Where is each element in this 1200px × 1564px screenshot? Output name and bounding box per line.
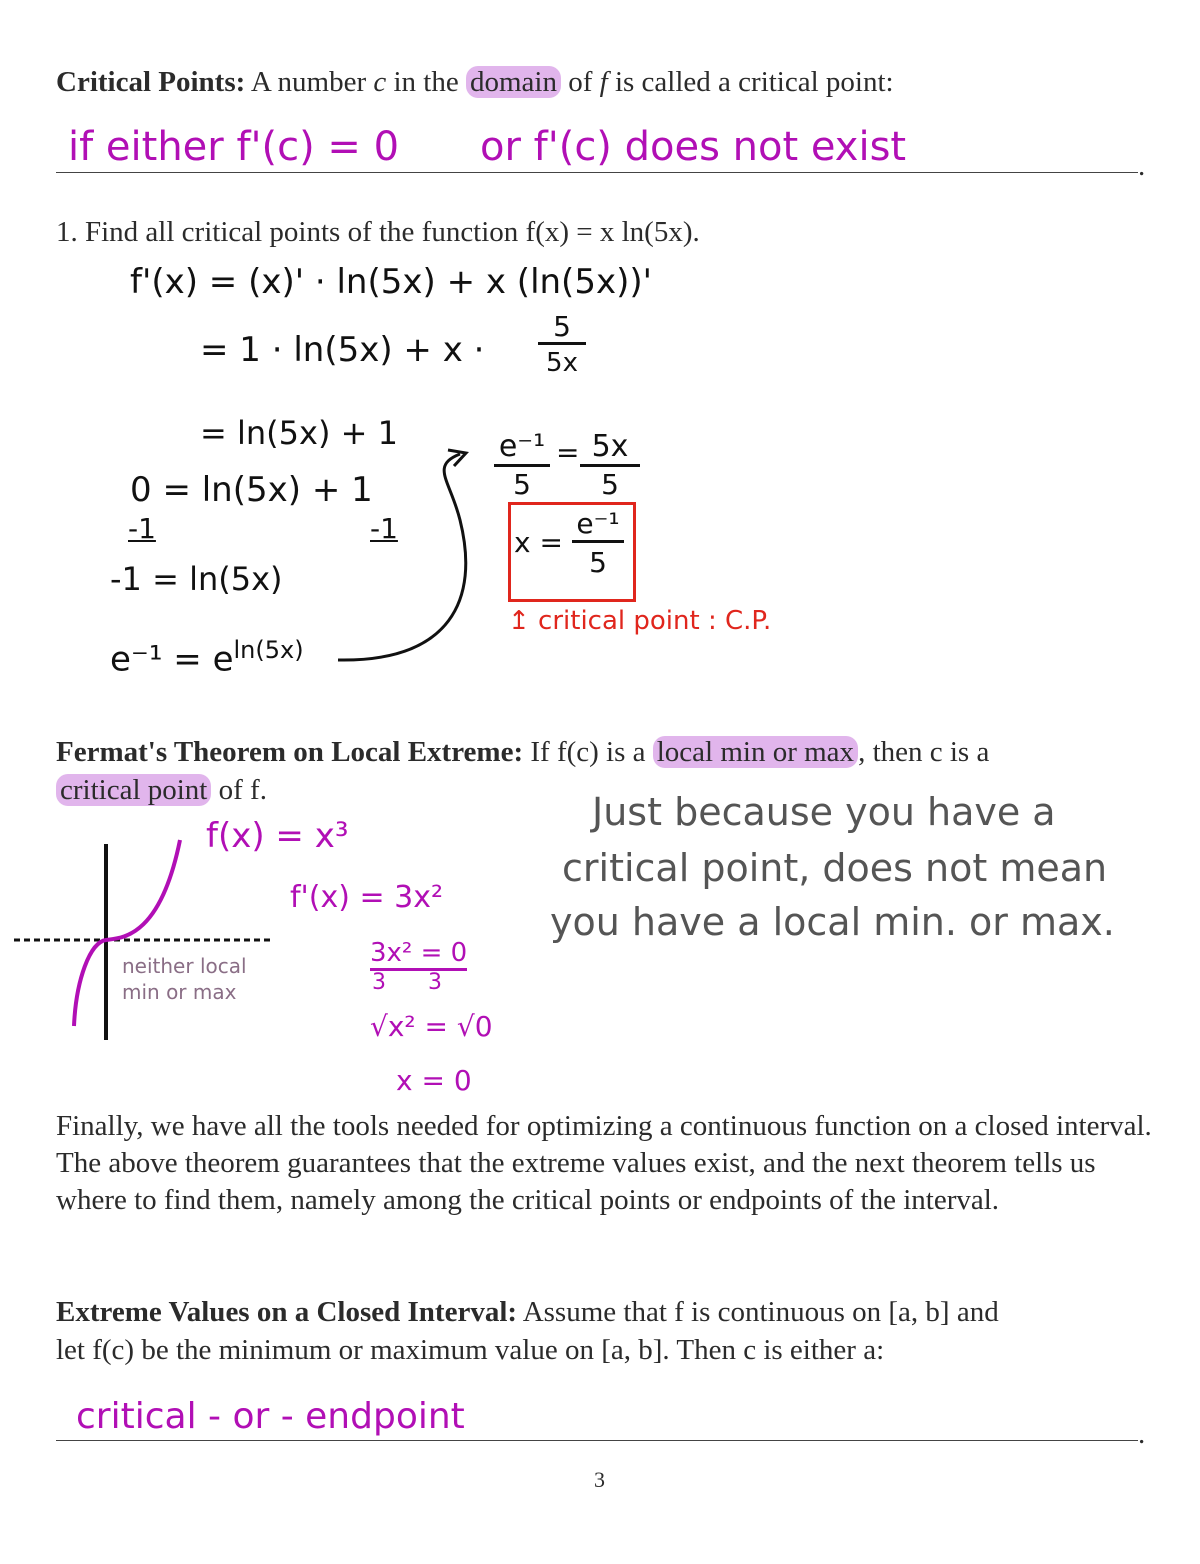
- end-period-2: .: [1138, 1418, 1146, 1450]
- critical-points-definition: [56, 64, 894, 100]
- definition-text: in the: [386, 66, 466, 98]
- work-line-6-exponent: ln(5x): [233, 636, 304, 664]
- boxed-lhs: x =: [514, 526, 563, 559]
- work-fraction-den: 5x: [546, 348, 578, 378]
- step-3: x = 0: [396, 1064, 472, 1097]
- handwritten-condition-1: if either f'(c) = 0: [68, 124, 400, 170]
- subtract-one-right: -1: [370, 512, 398, 545]
- fermat-text: If f(c) is a: [523, 736, 653, 768]
- extreme-values-text: Assume that f is continuous on [a, b] and: [517, 1296, 999, 1328]
- extreme-values-line2: let f(c) be the minimum or maximum value on [a, b]. Then c is either a:: [56, 1334, 885, 1366]
- work-line-4: 0 = ln(5x) + 1: [130, 470, 373, 510]
- right-eq-right-den: 5: [601, 468, 619, 501]
- right-eq-left-den: 5: [513, 468, 531, 501]
- definition-text: A number: [250, 66, 374, 98]
- fermat-statement-line1: [56, 734, 989, 770]
- step-1-den: 3 3: [372, 970, 442, 995]
- boxed-num: e⁻¹: [572, 508, 624, 543]
- boxed-den: 5: [589, 546, 607, 579]
- work-line-6-base: e⁻¹ = e: [110, 639, 234, 680]
- cubic-graph: [10, 830, 290, 1050]
- right-eq-right-num: 5x: [580, 430, 640, 467]
- end-period: .: [1138, 150, 1146, 182]
- work-line-2: = 1 · ln(5x) + x ·: [200, 330, 485, 370]
- note-line-2: critical point, does not mean: [562, 846, 1108, 890]
- var-c: c: [373, 66, 387, 98]
- highlight-critical-point: critical point: [56, 774, 211, 806]
- graph-label: f(x) = x³: [206, 816, 349, 856]
- right-eq-sign: =: [556, 436, 580, 469]
- step-1-num: 3x² = 0: [370, 938, 467, 971]
- page-number: 3: [594, 1467, 605, 1492]
- fermat-text: of f.: [211, 774, 267, 806]
- work-line-5: -1 = ln(5x): [110, 560, 283, 598]
- fermat-text: , then c is a: [858, 736, 990, 768]
- critical-point-annotation: ↥ critical point : C.P.: [508, 606, 772, 636]
- extreme-values-line1: [56, 1294, 999, 1330]
- right-eq-left-num: e⁻¹: [494, 430, 550, 467]
- subtract-one-left: -1: [128, 512, 156, 545]
- note-line-1: Just because you have a: [592, 790, 1056, 834]
- graph-note-1: neither local: [122, 954, 247, 978]
- handwritten-condition-2: or f'(c) does not exist: [480, 124, 907, 170]
- work-line-3: = ln(5x) + 1: [200, 414, 398, 452]
- fermat-statement-line2: [56, 772, 267, 808]
- connector-arrow-icon: [330, 440, 510, 670]
- step-2: √x² = √0: [370, 1010, 493, 1043]
- work-line-6: [110, 636, 304, 679]
- graph-note-2: min or max: [122, 980, 237, 1004]
- work-line-1: f'(x) = (x)' · ln(5x) + x (ln(5x))': [130, 262, 652, 302]
- highlight-local-min-max: local min or max: [653, 736, 858, 768]
- work-fraction-num: 5: [538, 312, 586, 345]
- summary-paragraph: Finally, we have all the tools needed for optimizing a continuous function on a closed interval. The above theorem guarantees that the extreme values exist, and the next theorem tells us where to find them, namely among the critical points or endpoints of the interval.: [56, 1110, 1152, 1216]
- highlight-domain: domain: [466, 66, 561, 98]
- answer-line-2: [56, 1440, 1138, 1441]
- definition-text: is called a critical point:: [607, 66, 894, 98]
- extreme-values-heading: Extreme Values on a Closed Interval:: [56, 1296, 518, 1328]
- var-f: f: [599, 66, 608, 98]
- definition-text: of: [560, 66, 600, 98]
- fermat-heading: Fermat's Theorem on Local Extreme:: [56, 736, 524, 768]
- problem-1-statement: 1. Find all critical points of the function f(x) = x ln(5x).: [56, 216, 700, 248]
- answer-line: [56, 172, 1138, 173]
- handwritten-extreme-answer: critical - or - endpoint: [76, 1396, 465, 1437]
- note-line-3: you have a local min. or max.: [550, 900, 1115, 944]
- derivative: f'(x) = 3x²: [290, 880, 444, 915]
- critical-points-heading: Critical Points:: [56, 66, 246, 98]
